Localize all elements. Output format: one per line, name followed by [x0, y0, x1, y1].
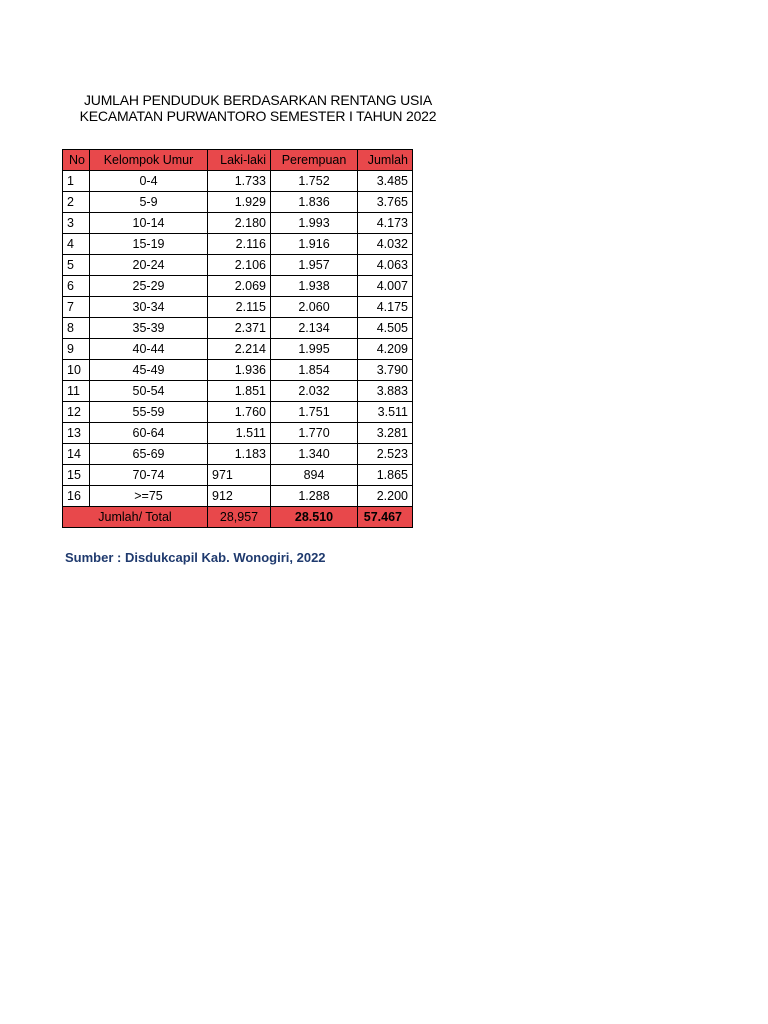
cell-age-group: 40-44	[90, 339, 208, 360]
cell-age-group: 15-19	[90, 234, 208, 255]
cell-age-group: 25-29	[90, 276, 208, 297]
cell-male: 2.115	[208, 297, 271, 318]
cell-male: 2.116	[208, 234, 271, 255]
cell-male: 912	[208, 486, 271, 507]
cell-no: 15	[63, 465, 90, 486]
cell-male: 971	[208, 465, 271, 486]
cell-total: 3.790	[358, 360, 413, 381]
cell-no: 14	[63, 444, 90, 465]
cell-age-group: 35-39	[90, 318, 208, 339]
table-row	[63, 465, 413, 486]
cell-total: 1.865	[358, 465, 413, 486]
cell-female: 1.288	[271, 486, 358, 507]
cell-no: 11	[63, 381, 90, 402]
cell-male: 1.760	[208, 402, 271, 423]
cell-female: 1.751	[271, 402, 358, 423]
header-female: Perempuan	[271, 150, 358, 171]
population-table	[62, 149, 413, 528]
cell-age-group: 50-54	[90, 381, 208, 402]
table-row	[63, 402, 413, 423]
table-row	[63, 171, 413, 192]
cell-female: 2.134	[271, 318, 358, 339]
table-row	[63, 486, 413, 507]
header-age-group: Kelompok Umur	[90, 150, 208, 171]
title-line-1: JUMLAH PENDUDUK BERDASARKAN RENTANG USIA	[83, 92, 433, 108]
cell-female: 1.770	[271, 423, 358, 444]
cell-total: 4.175	[358, 297, 413, 318]
cell-age-group: 5-9	[90, 192, 208, 213]
table-row	[63, 234, 413, 255]
cell-total: 3.511	[358, 402, 413, 423]
source-note: Sumber : Disdukcapil Kab. Wonogiri, 2022	[65, 550, 326, 565]
table-row	[63, 381, 413, 402]
table-row	[63, 192, 413, 213]
cell-no: 16	[63, 486, 90, 507]
cell-female: 1.957	[271, 255, 358, 276]
cell-no: 1	[63, 171, 90, 192]
cell-male: 1.183	[208, 444, 271, 465]
cell-no: 4	[63, 234, 90, 255]
cell-total: 3.281	[358, 423, 413, 444]
cell-male: 1.851	[208, 381, 271, 402]
table-row	[63, 444, 413, 465]
cell-total: 3.883	[358, 381, 413, 402]
cell-female: 894	[271, 465, 358, 486]
total-female: 28.510	[271, 507, 358, 528]
cell-total: 3.765	[358, 192, 413, 213]
cell-female: 1.836	[271, 192, 358, 213]
cell-total: 4.007	[358, 276, 413, 297]
cell-age-group: 65-69	[90, 444, 208, 465]
cell-no: 8	[63, 318, 90, 339]
table-row	[63, 297, 413, 318]
cell-female: 1.993	[271, 213, 358, 234]
cell-total: 4.032	[358, 234, 413, 255]
cell-no: 6	[63, 276, 90, 297]
cell-no: 9	[63, 339, 90, 360]
table-row	[63, 339, 413, 360]
cell-female: 1.752	[271, 171, 358, 192]
cell-male: 1.733	[208, 171, 271, 192]
cell-age-group: 10-14	[90, 213, 208, 234]
cell-total: 4.209	[358, 339, 413, 360]
cell-female: 1.938	[271, 276, 358, 297]
cell-female: 1.916	[271, 234, 358, 255]
table-row	[63, 360, 413, 381]
total-male: 28,957	[208, 507, 271, 528]
cell-age-group: 20-24	[90, 255, 208, 276]
cell-male: 2.106	[208, 255, 271, 276]
page-title	[60, 92, 456, 124]
header-no: No	[63, 150, 90, 171]
cell-age-group: >=75	[90, 486, 208, 507]
table-row	[63, 423, 413, 444]
cell-male: 2.180	[208, 213, 271, 234]
cell-total: 4.505	[358, 318, 413, 339]
cell-male: 2.069	[208, 276, 271, 297]
cell-female: 2.060	[271, 297, 358, 318]
cell-total: 3.485	[358, 171, 413, 192]
cell-male: 1.929	[208, 192, 271, 213]
title-line-2: KECAMATAN PURWANTORO SEMESTER I TAHUN 2022	[79, 108, 437, 124]
cell-total: 4.173	[358, 213, 413, 234]
cell-male: 1.511	[208, 423, 271, 444]
table-row	[63, 276, 413, 297]
cell-female: 2.032	[271, 381, 358, 402]
cell-male: 2.371	[208, 318, 271, 339]
cell-no: 3	[63, 213, 90, 234]
table-row	[63, 318, 413, 339]
cell-age-group: 0-4	[90, 171, 208, 192]
cell-no: 7	[63, 297, 90, 318]
table-total-row	[63, 507, 413, 528]
total-label: Jumlah/ Total	[63, 507, 208, 528]
cell-age-group: 60-64	[90, 423, 208, 444]
cell-total: 2.523	[358, 444, 413, 465]
cell-age-group: 45-49	[90, 360, 208, 381]
header-total: Jumlah	[358, 150, 413, 171]
table-row	[63, 255, 413, 276]
cell-age-group: 30-34	[90, 297, 208, 318]
cell-male: 1.936	[208, 360, 271, 381]
table-row	[63, 213, 413, 234]
cell-no: 5	[63, 255, 90, 276]
cell-no: 2	[63, 192, 90, 213]
cell-no: 12	[63, 402, 90, 423]
cell-female: 1.340	[271, 444, 358, 465]
cell-total: 4.063	[358, 255, 413, 276]
cell-male: 2.214	[208, 339, 271, 360]
cell-total: 2.200	[358, 486, 413, 507]
total-overall: 57.467	[358, 507, 413, 528]
cell-age-group: 55-59	[90, 402, 208, 423]
cell-female: 1.854	[271, 360, 358, 381]
table-header-row	[63, 150, 413, 171]
cell-no: 13	[63, 423, 90, 444]
cell-no: 10	[63, 360, 90, 381]
header-male: Laki-laki	[208, 150, 271, 171]
cell-age-group: 70-74	[90, 465, 208, 486]
cell-female: 1.995	[271, 339, 358, 360]
